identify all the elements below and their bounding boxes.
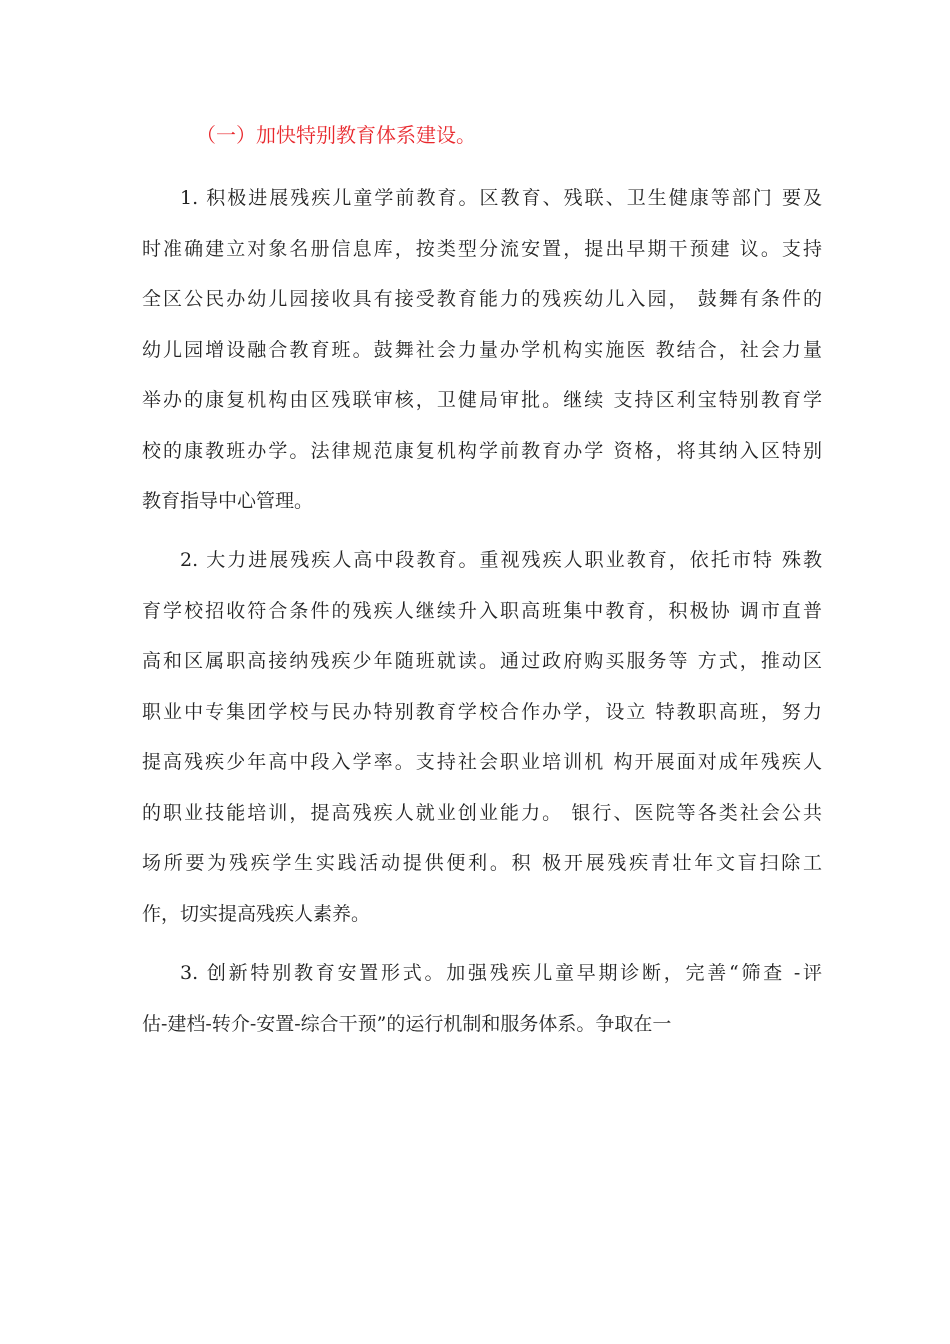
- paragraph-line: 估-建档-转介-安置-综合干预”的运行机制和服务体系。争取在一: [142, 1012, 672, 1035]
- paragraph-line: 高和区属职高接纳残疾少年随班就读。通过政府购买服务等 方式，推动区: [142, 650, 822, 672]
- paragraph-3: [142, 948, 822, 1049]
- paragraph-line: 幼儿园增设融合教育班。鼓舞社会力量办学机构实施医 教结合，社会力量: [142, 338, 822, 361]
- paragraph-line: 场所要为残疾学生实践活动提供便利。积 极开展残疾青壮年文盲扫除工: [142, 852, 822, 874]
- paragraph-line: 1. 积极进展残疾儿童学前教育。区教育、残联、卫生健康等部门 要及: [180, 187, 822, 209]
- section-heading: （一）加快特别教育体系建设。: [196, 123, 476, 147]
- paragraph-line: 举办的康复机构由区残联审核，卫健局审批。继续 支持区利宝特别教育学: [142, 389, 822, 411]
- paragraph-line: 职业中专集团学校与民办特别教育学校合作办学，设立 特教职高班，努力: [142, 700, 822, 723]
- paragraph-line: 育学校招收符合条件的残疾人继续升入职高班集中教育，积极协 调市直普: [142, 599, 822, 622]
- paragraph-line: 校的康教班办学。法律规范康复机构学前教育办学 资格，将其纳入区特别: [142, 439, 822, 462]
- paragraph-line: 3. 创新特别教育安置形式。加强残疾儿童早期诊断，完善“筛查 -评: [180, 962, 822, 984]
- paragraph-line: 提高残疾少年高中段入学率。支持社会职业培训机 构开展面对成年残疾人: [142, 751, 822, 773]
- paragraph-1: [142, 173, 822, 527]
- paragraph-line: 教育指导中心管理。: [142, 490, 314, 512]
- paragraph-line: 的职业技能培训，提高残疾人就业创业能力。 银行、医院等各类社会公共: [142, 801, 822, 824]
- paragraph-line: 作，切实提高残疾人素养。: [142, 902, 371, 925]
- paragraph-2: [142, 535, 822, 939]
- paragraph-line: 全区公民办幼儿园接收具有接受教育能力的残疾幼儿入园， 鼓舞有条件的: [142, 288, 822, 310]
- paragraph-line: 2. 大力进展残疾人高中段教育。重视残疾人职业教育，依托市特 殊教: [180, 549, 822, 571]
- paragraph-line: 时准确建立对象名册信息库，按类型分流安置，提出早期干预建 议。支持: [142, 237, 822, 260]
